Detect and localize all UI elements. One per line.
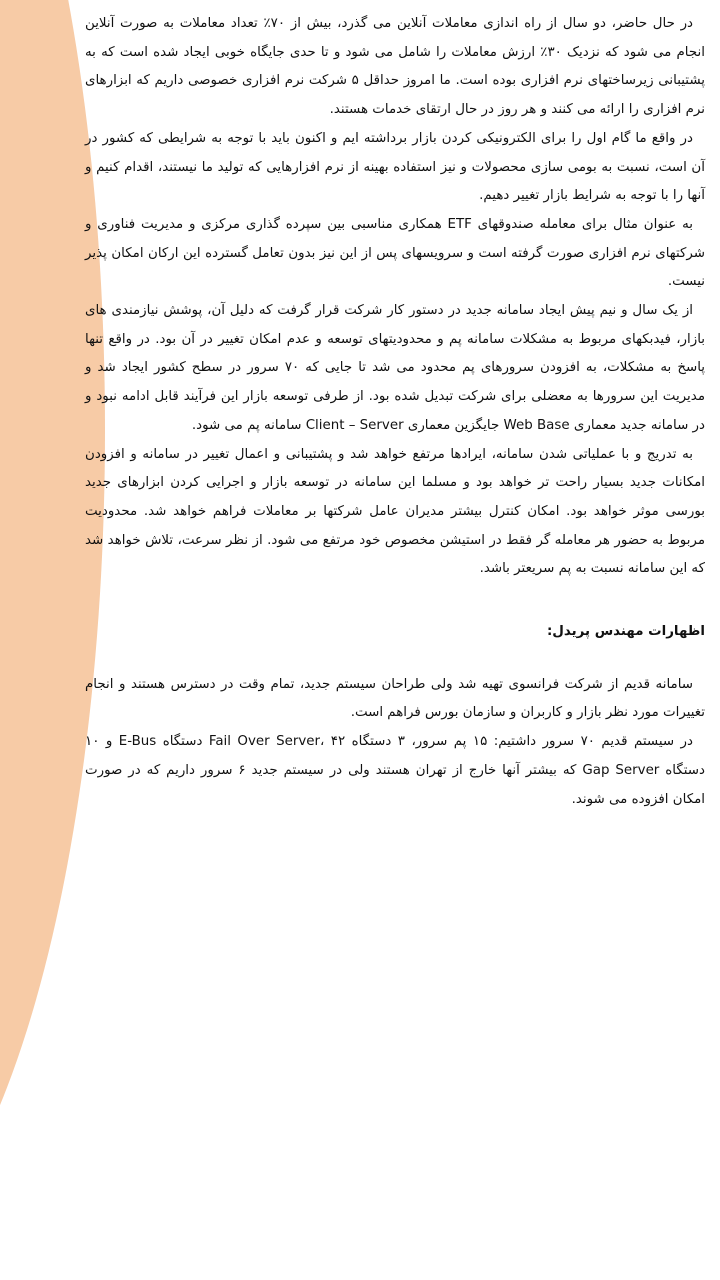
section-heading: اظهارات مهندس پریدل: xyxy=(546,624,705,640)
paragraph: سامانه قدیم از شرکت فرانسوی تهیه شد ولی طراحان سیستم جدید، تمام وقت در دسترس هستند و انجام تغییرات مورد نظر بازار و کاربران و سازمان بورس فراهم است. xyxy=(85,676,705,721)
paragraph: در سیستم قدیم ۷۰ سرور داشتیم: ۱۵ پم سرور، ۳ دستگاه Fail Over Server، ۴۲ دستگاه E-Bus و ۱۰ دستگاه Gap Server که بیشتر آنها خارج از تهران هستند ولی در سیستم جدید ۶ سرور داریم که در صورت امکان افزوده می شوند. xyxy=(85,734,705,807)
paragraph: در حال حاضر، دو سال از راه اندازی معاملات آنلاین می گذرد، بیش از ۷۰٪ تعداد معاملات به صورت آنلاین انجام می شود که نزدیک ۳۰٪ ارزش معاملات را شامل می شود و تا حدی جایگاه خوبی ایجاد شده است که به پشتیبانی زیرساختهای نرم افزاری بوده است. ما امروز حداقل ۵ شرکت نرم افزاری خصوصی داریم که ابزارهای نرم افزاری را ارائه می کنند و هر روز در حال ارتقای خدمات هستند. xyxy=(85,16,705,118)
paragraph: به عنوان مثال برای معامله صندوقهای ETF همکاری مناسبی بین سپرده گذاری مرکزی و مدیریت فناوری و شرکتهای نرم افزاری صورت گرفته است و سرویسهای پس از این نیز بدون تعامل گسترده این ارکان امکان پذیر نیست. xyxy=(85,216,705,290)
paragraph: از یک سال و نیم پیش ایجاد سامانه جدید در دستور کار شرکت قرار گرفت که دلیل آن، پوشش نیازمندی های بازار، فیدبکهای مربوط به مشکلات سامانه پم و محدودیتهای توسعه و عدم امکان تغییر در آن بود. در واقع تنها پاسخ به مشکلات، به افزودن سرورهای پم محدود می شد تا جایی که ۷۰ سرور در سطح کشور ایجاد شد و مدیریت این سرورها به معضلی برای شرکت تبدیل شده بود. از طرفی توسعه بازار این فرآیند قابل ادامه نبود و در سامانه جدید معماری Web Base جایگزین معماری Client – Server سامانه پم می شود. xyxy=(85,303,705,433)
article-body xyxy=(85,10,705,814)
paragraph: به تدریج و با عملیاتی شدن سامانه، ایرادها مرتفع خواهد شد و پشتیبانی و اعمال تغییر در سامانه و افزودن امکانات جدید بسیار راحت تر خواهد بود و مسلما این سامانه در توسعه بازار و اجرایی کردن ابزارهای جدید بورسی موثر خواهد بود. امکان کنترل بیشتر مدیران عامل شرکتها بر معاملات فراهم خواهد شد. محدودیت مربوط به حضور هر معامله گر فقط در استیشن مخصوص خود مرتفع می شود. از نظر سرعت، تلاش خواهد شد که این سامانه نسبت به پم سریعتر باشد. xyxy=(85,446,705,577)
paragraph: در واقع ما گام اول را برای الکترونیکی کردن بازار برداشته ایم و اکنون باید با توجه به شرایطی که کشور در آن است، نسبت به بومی سازی محصولات و نیز استفاده بهینه از نرم افزارهایی که تولید ما نیستند، اقدام کنیم و آنها را با توجه به شرایط بازار تغییر دهیم. xyxy=(85,130,705,204)
